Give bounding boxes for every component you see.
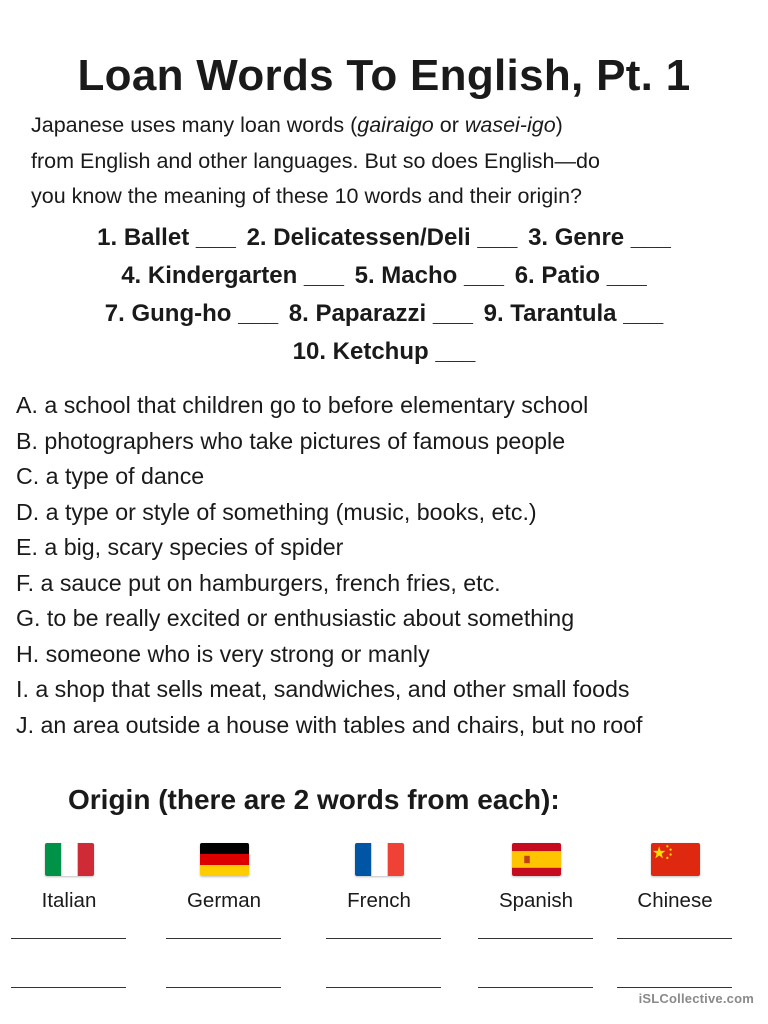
intro-text: ) xyxy=(555,113,563,137)
language-label: German xyxy=(186,889,262,912)
definition-list xyxy=(16,388,756,743)
definition-item: G. to be really excited or enthusiastic about something xyxy=(16,605,575,631)
china-flag-icon xyxy=(651,843,700,876)
answer-blank-german-2[interactable] xyxy=(166,987,281,988)
origin-heading: Origin (there are 2 words from each): xyxy=(68,784,560,815)
answer-blank-french-1[interactable] xyxy=(326,938,441,939)
answer-blank-german-1[interactable] xyxy=(166,938,281,939)
answer-blank-french-2[interactable] xyxy=(326,987,441,988)
definition-item: J. an area outside a house with tables and chairs, but no roof xyxy=(16,711,643,738)
origin-french xyxy=(329,843,429,914)
language-label: Italian xyxy=(41,889,97,912)
language-label: French xyxy=(347,889,411,912)
definition-item: C. a type of dance xyxy=(16,463,205,489)
origin-spanish xyxy=(486,843,586,914)
answer-blank-italian-1[interactable] xyxy=(11,938,126,939)
word-item: 2. Delicatessen/Deli ___ xyxy=(246,224,518,251)
word-item: 1. Ballet ___ xyxy=(97,224,236,251)
italy-flag-icon xyxy=(45,843,94,876)
intro-paragraph xyxy=(31,108,746,215)
intro-term-wasei-igo: wasei-igo xyxy=(464,113,556,137)
definition-item: A. a school that children go to before elementary school xyxy=(16,392,589,418)
intro-line-2: from English and other languages. But so does English—do xyxy=(31,148,600,173)
intro-text: Japanese uses many loan words ( xyxy=(31,113,358,137)
answer-blank-chinese-2[interactable] xyxy=(617,987,732,988)
word-item: 9. Tarantula ___ xyxy=(483,300,664,327)
definition-item: B. photographers who take pictures of famous people xyxy=(16,427,566,454)
word-item: 4. Kindergarten ___ xyxy=(121,262,344,289)
definition-item: I. a shop that sells meat, sandwiches, and other small foods xyxy=(16,676,630,702)
language-label: Spanish xyxy=(498,889,574,912)
word-item: 6. Patio ___ xyxy=(514,262,647,289)
watermark: iSLCollective.com xyxy=(638,991,754,1006)
intro-line-1 xyxy=(31,108,746,144)
definition-item: E. a big, scary species of spider xyxy=(16,534,344,560)
origin-chinese xyxy=(625,843,725,914)
word-item: 7. Gung-ho ___ xyxy=(104,300,279,327)
origin-italian xyxy=(19,843,119,914)
answer-blank-spanish-2[interactable] xyxy=(478,987,593,988)
word-line xyxy=(0,333,768,371)
definition-item: H. someone who is very strong or manly xyxy=(16,640,430,667)
word-line xyxy=(0,295,768,333)
language-label: Chinese xyxy=(637,889,713,912)
answer-blank-chinese-1[interactable] xyxy=(617,938,732,939)
page-title: Loan Words To English, Pt. 1 xyxy=(77,51,691,100)
intro-line-3: you know the meaning of these 10 words and their origin? xyxy=(31,184,582,208)
intro-term-gairaigo: gairaigo xyxy=(357,113,434,137)
spain-flag-icon xyxy=(512,843,561,876)
origin-german xyxy=(174,843,274,914)
word-item: 10. Ketchup ___ xyxy=(292,338,476,365)
definition-item: F. a sauce put on hamburgers, french fries, etc. xyxy=(16,569,501,596)
word-item: 8. Paparazzi ___ xyxy=(288,300,473,327)
word-list xyxy=(0,219,768,371)
word-item: 5. Macho ___ xyxy=(354,262,505,289)
word-line xyxy=(0,219,768,257)
answer-blank-italian-2[interactable] xyxy=(11,987,126,988)
definition-item: D. a type or style of something (music, books, etc.) xyxy=(16,498,537,525)
intro-text: or xyxy=(433,113,465,137)
word-item: 3. Genre ___ xyxy=(528,224,671,251)
france-flag-icon xyxy=(355,843,404,876)
answer-blank-spanish-1[interactable] xyxy=(478,938,593,939)
word-line xyxy=(0,257,768,295)
germany-flag-icon xyxy=(200,843,249,876)
